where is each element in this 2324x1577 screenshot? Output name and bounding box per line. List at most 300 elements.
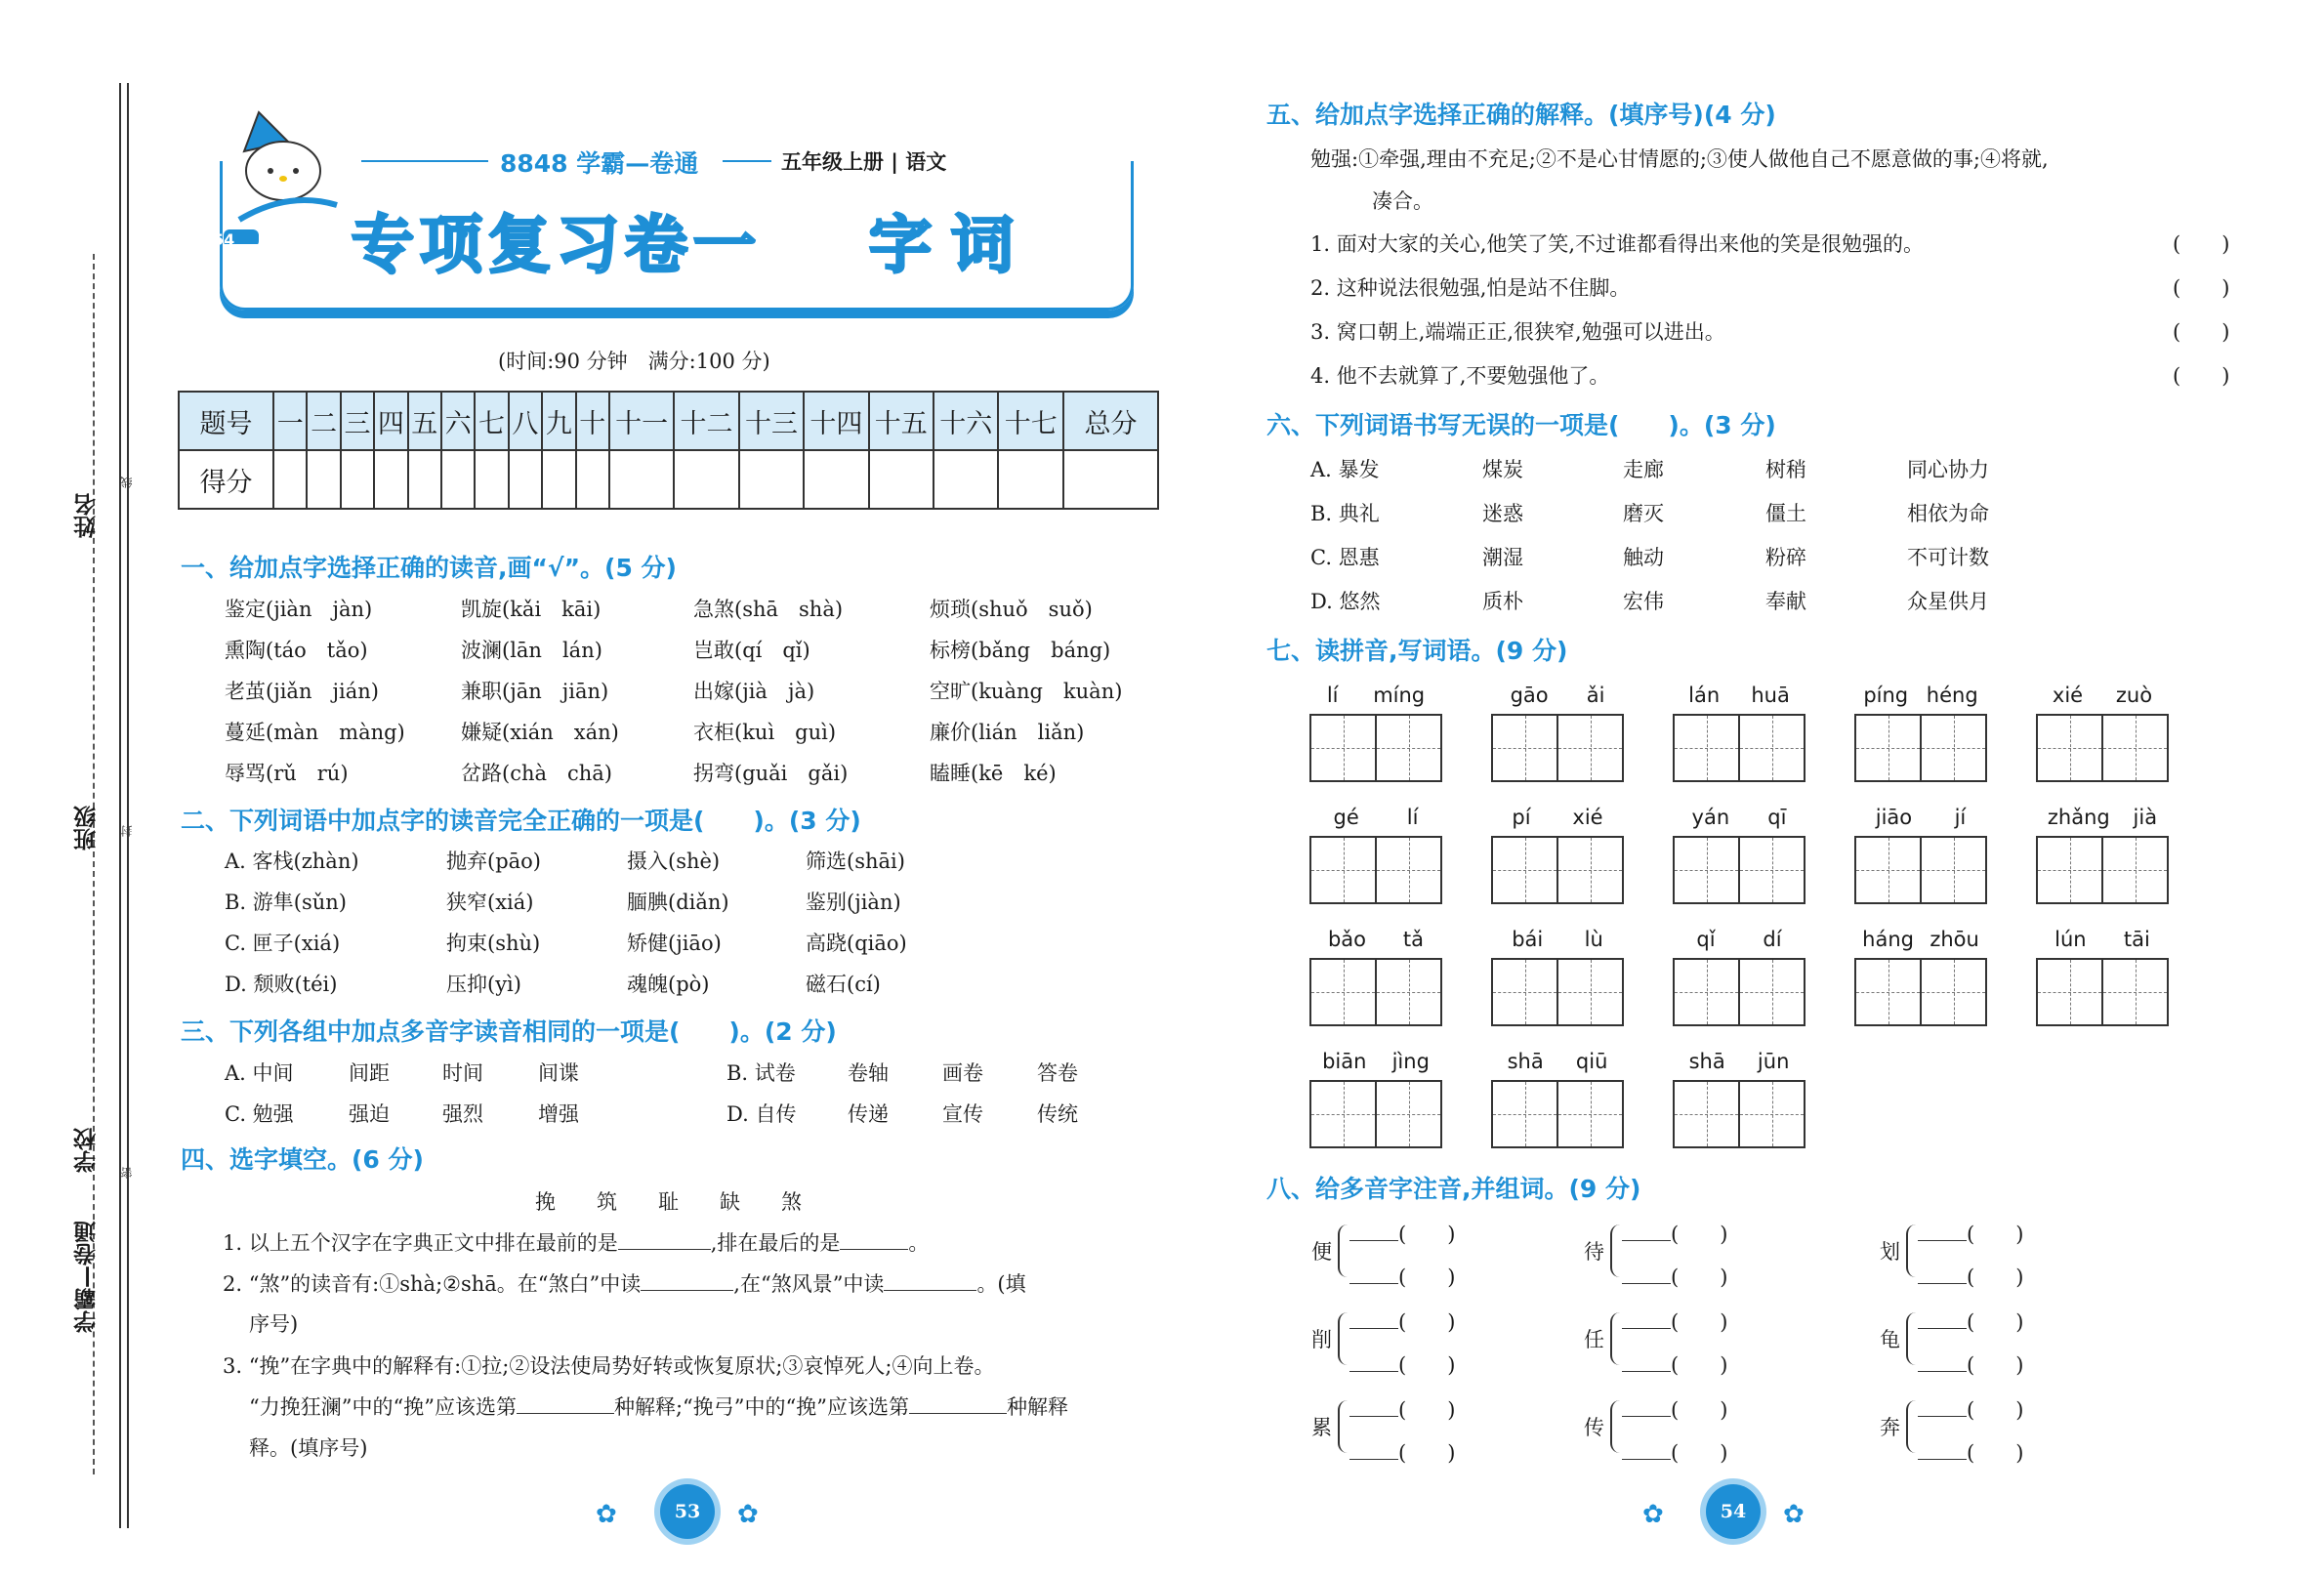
s4-q2 [223, 1268, 1026, 1298]
blank[interactable] [1349, 1459, 1398, 1460]
polyphone-blank[interactable] [1349, 1437, 1455, 1467]
score-header-cell: 五 [408, 392, 441, 450]
score-cell[interactable] [408, 450, 441, 509]
s4-q1 [223, 1227, 929, 1257]
s2-item: 腼腆(diǎn) [627, 891, 729, 914]
s4-q2-text: 。(填 [976, 1272, 1026, 1296]
score-cell[interactable] [576, 450, 609, 509]
score-header-cell: 七 [475, 392, 508, 450]
pinyin [1309, 806, 1442, 829]
answer-paren[interactable]: ( ) [2173, 232, 2230, 256]
s1-item: 拐弯(guǎi gǎi) [693, 762, 849, 785]
s2-item: C. 匣子(xiá) [225, 932, 341, 955]
s1-item: 老茧(jiǎn jián) [225, 680, 379, 703]
polyphone-char: 累 [1311, 1416, 1332, 1439]
blank[interactable] [1622, 1371, 1671, 1372]
pinyin-syllable: biān [1322, 1050, 1367, 1073]
score-header-cell: 十三 [739, 392, 804, 450]
brace [1906, 1312, 1918, 1365]
brand-rule-left [361, 160, 488, 162]
s2-item: 筛选(shāi) [806, 850, 905, 873]
s6-item: D. 悠然 [1310, 590, 1381, 613]
score-cell[interactable] [739, 450, 804, 509]
seal-char-1: 密 [120, 1167, 134, 1179]
blank[interactable] [884, 1290, 976, 1291]
s4-q3-text: 种解释;“挽弓”中的“挽”应该选第 [613, 1395, 909, 1419]
s1-item: 廉价(lián liǎn) [930, 721, 1085, 744]
s1-item: 空旷(kuàng kuàn) [930, 680, 1123, 703]
score-header-cell: 二 [307, 392, 340, 450]
page-title: 专项复习卷一 [352, 210, 762, 282]
answer-paren[interactable]: ( ) [1967, 1310, 2024, 1334]
answer-paren[interactable]: ( ) [1967, 1266, 2024, 1289]
polyphone-char: 划 [1880, 1240, 1900, 1264]
char-grid[interactable] [1673, 714, 1805, 782]
s2-item: A. 客栈(zhàn) [225, 850, 359, 873]
s2-item: 矫健(jiāo) [627, 932, 722, 955]
s6-item: 磨灭 [1623, 502, 1664, 525]
score-header-cell: 四 [374, 392, 407, 450]
answer-paren[interactable]: ( ) [2173, 364, 2230, 388]
blank[interactable] [1349, 1328, 1398, 1329]
brand-vertical: 学霸—卷通 [74, 1221, 100, 1333]
pinyin [2036, 806, 2169, 829]
polyphone-char: 奔 [1880, 1416, 1900, 1439]
page-number-right: 54 [1706, 1484, 1761, 1539]
s1-item: 熏陶(táo tǎo) [225, 639, 368, 662]
pinyin-syllable: zhōu [1930, 928, 1979, 951]
pinyin-syllable: jìng [1391, 1050, 1430, 1073]
pinyin [1491, 806, 1624, 829]
brace [1906, 1224, 1918, 1277]
pinyin-syllable: tāi [2123, 928, 2150, 951]
s1-item: 凯旋(kǎi kāi) [461, 598, 602, 621]
section-7-title: 七、读拼音,写词语。(9 分) [1266, 637, 1568, 665]
s3-item: C. 勉强 [225, 1102, 294, 1126]
blank[interactable] [618, 1249, 711, 1250]
pinyin-syllable: jí [1954, 806, 1967, 829]
pinyin-syllable: xié [1572, 806, 1603, 829]
name-label: 姓名 [74, 493, 100, 538]
pinyin-syllable: lù [1584, 928, 1603, 951]
s6-item: B. 典礼 [1310, 502, 1380, 525]
score-header-cell: 十一 [609, 392, 674, 450]
score-header-cell: 九 [542, 392, 575, 450]
pinyin [1309, 1050, 1442, 1073]
pinyin-syllable: lí [1406, 806, 1419, 829]
pinyin-syllable: lí [1326, 684, 1339, 707]
pinyin-syllable: qǐ [1696, 928, 1716, 951]
pinyin [1309, 928, 1442, 951]
score-header-cell: 十五 [869, 392, 934, 450]
pinyin-syllable: bǎo [1327, 928, 1366, 951]
grade-subject: 五年级上册 | 语文 [781, 150, 947, 174]
s6-item: 迷惑 [1482, 502, 1523, 525]
s5-item: 4. 他不去就算了,不要勉强他了。 [1310, 364, 1610, 388]
answer-paren[interactable]: ( ) [1671, 1310, 1728, 1334]
polyphone-char: 任 [1584, 1328, 1604, 1351]
brand-name: 8848 学霸—卷通 [500, 149, 699, 178]
char-grid[interactable] [1309, 714, 1442, 782]
pinyin-syllable: gé [1333, 806, 1359, 829]
char-grid[interactable] [1673, 958, 1805, 1026]
seal-char-2: 封 [120, 825, 134, 837]
s4-q2-cont: 序号) [249, 1312, 299, 1336]
char-grid[interactable] [1309, 958, 1442, 1026]
s1-item: 波澜(lān lán) [461, 639, 602, 662]
char-grid[interactable] [1854, 836, 1987, 904]
char-grid[interactable] [1854, 714, 1987, 782]
polyphone-blank[interactable] [1918, 1262, 2023, 1291]
s5-item: 3. 窝口朝上,端端正正,很狭窄,勉强可以进出。 [1310, 320, 1725, 344]
brace [1610, 1224, 1622, 1277]
score-cell[interactable] [341, 450, 374, 509]
s1-item: 标榜(bǎng báng) [930, 639, 1111, 662]
score-cell[interactable] [374, 450, 407, 509]
pinyin-syllable: tǎ [1402, 928, 1425, 951]
answer-paren[interactable]: ( ) [2173, 276, 2230, 300]
pinyin [1673, 684, 1805, 707]
answer-paren[interactable]: ( ) [1671, 1353, 1728, 1377]
polyphone-blank[interactable] [1622, 1219, 1727, 1248]
pinyin-syllable: zhǎng [2047, 806, 2110, 829]
blank[interactable] [1918, 1371, 1967, 1372]
s4-chars: 挽 筑 耻 缺 煞 [535, 1190, 802, 1214]
char-grid[interactable] [2036, 958, 2169, 1026]
char-grid[interactable] [1309, 836, 1442, 904]
mascot-icon [220, 107, 356, 244]
char-grid[interactable] [1491, 1080, 1624, 1148]
class-label: 班级 [74, 806, 100, 851]
answer-paren[interactable]: ( ) [1398, 1266, 1456, 1289]
pinyin [1673, 806, 1805, 829]
char-grid[interactable] [1309, 1080, 1442, 1148]
s1-item: 蔓延(màn màng) [225, 721, 405, 744]
pinyin-syllable: yán [1691, 806, 1730, 829]
s5-definition: 勉强:①牵强,理由不充足;②不是心甘情愿的;③使人做他自己不愿意做的事;④将就, [1310, 147, 2049, 171]
s2-item: 磁石(cí) [806, 973, 881, 996]
polyphone-char: 便 [1311, 1240, 1332, 1264]
polyphone-blank[interactable] [1918, 1437, 2023, 1467]
s6-item: 质朴 [1482, 590, 1523, 613]
score-cell[interactable] [509, 450, 542, 509]
score-row-label: 得分 [179, 450, 273, 509]
section-4-title: 四、选字填空。(6 分) [181, 1145, 424, 1174]
s3-item: B. 试卷 [726, 1061, 796, 1085]
s6-item: 潮湿 [1482, 546, 1523, 569]
char-grid[interactable] [1491, 714, 1624, 782]
brace [1338, 1224, 1349, 1277]
score-header-cell: 一 [273, 392, 307, 450]
s1-item: 衣柜(kuì guì) [693, 721, 837, 744]
s5-definition-cont: 凑合。 [1372, 189, 1433, 213]
margin-line-inner [127, 83, 129, 1528]
section-5-title: 五、给加点字选择正确的解释。(填序号)(4 分) [1266, 101, 1776, 129]
score-header-cell: 题号 [179, 392, 273, 450]
char-grid[interactable] [1491, 836, 1624, 904]
score-cell[interactable] [804, 450, 868, 509]
char-grid[interactable] [1491, 958, 1624, 1026]
polyphone-blank[interactable] [1622, 1262, 1727, 1291]
s3-item: A. 中间 [225, 1061, 294, 1085]
pinyin-syllable: shā [1507, 1050, 1544, 1073]
pinyin-syllable: míng [1373, 684, 1426, 707]
brace [1610, 1400, 1622, 1453]
s4-q3-line2 [249, 1391, 1068, 1421]
s4-q3-text: 种解释 [1006, 1395, 1068, 1419]
leaf-icon: ✿ [1783, 1500, 1805, 1529]
blank[interactable] [1918, 1283, 1967, 1284]
s4-q3-line3: 释。(填序号) [249, 1436, 368, 1460]
s1-item: 瞌睡(kē ké) [930, 762, 1057, 785]
blank[interactable] [840, 1249, 908, 1250]
score-cell[interactable] [273, 450, 307, 509]
pinyin [1491, 684, 1624, 707]
char-grid[interactable] [2036, 836, 2169, 904]
char-grid[interactable] [1854, 958, 1987, 1026]
score-header-cell: 三 [341, 392, 374, 450]
s3-item: 传统 [1037, 1102, 1078, 1126]
blank[interactable] [1918, 1416, 1967, 1417]
s2-item: 魂魄(pò) [627, 973, 710, 996]
s4-q1-text: ,排在最后的是 [710, 1231, 841, 1255]
pinyin [1673, 1050, 1805, 1073]
s6-item: 奉献 [1765, 590, 1806, 613]
s4-q1-text: 1. 以上五个汉字在字典正文中排在最前的是 [223, 1231, 618, 1255]
s1-item: 岔路(chà chā) [461, 762, 612, 785]
blank[interactable] [641, 1290, 733, 1291]
polyphone-blank[interactable] [1349, 1394, 1455, 1424]
polyphone-blank[interactable] [1349, 1349, 1455, 1379]
blank[interactable] [1622, 1328, 1671, 1329]
s2-item: 抛弃(pāo) [446, 850, 541, 873]
polyphone-blank[interactable] [1349, 1219, 1455, 1248]
answer-paren[interactable]: ( ) [1671, 1441, 1728, 1465]
s3-item: 间距 [349, 1061, 390, 1085]
section-6-title: 六、下列词语书写无误的一项是( )。(3 分) [1266, 411, 1776, 439]
s1-item: 鉴定(jiàn jàn) [225, 598, 373, 621]
pinyin-syllable: xié [2052, 684, 2084, 707]
blank[interactable] [1622, 1283, 1671, 1284]
brace [1610, 1312, 1622, 1365]
pinyin-syllable: jūn [1757, 1050, 1790, 1073]
s1-item: 辱骂(rǔ rú) [225, 762, 349, 785]
pinyin-syllable: qiū [1575, 1050, 1608, 1073]
pinyin-syllable: gāo [1510, 684, 1549, 707]
s2-item: 摄入(shè) [627, 850, 721, 873]
s4-q2-text: ,在“煞风景”中读 [733, 1272, 885, 1296]
score-header-cell: 十七 [998, 392, 1063, 450]
s6-item: 同心协力 [1907, 458, 1989, 481]
answer-paren[interactable]: ( ) [1398, 1441, 1456, 1465]
pinyin [1309, 684, 1442, 707]
score-cell[interactable] [674, 450, 738, 509]
polyphone-blank[interactable] [1622, 1349, 1727, 1379]
s3-item: 画卷 [942, 1061, 983, 1085]
pinyin-syllable: pí [1512, 806, 1531, 829]
polyphone-char: 传 [1584, 1416, 1604, 1439]
s6-item: 宏伟 [1623, 590, 1664, 613]
score-cell[interactable] [542, 450, 575, 509]
polyphone-blank[interactable] [1349, 1262, 1455, 1291]
answer-paren[interactable]: ( ) [1967, 1441, 2024, 1465]
answer-paren[interactable]: ( ) [2173, 320, 2230, 344]
pinyin-syllable: qī [1767, 806, 1787, 829]
brand-rule-right [723, 160, 771, 162]
score-cell[interactable] [307, 450, 340, 509]
s1-item: 岂敢(qí qǐ) [693, 639, 810, 662]
s5-item: 1. 面对大家的关心,他笑了笑,不过谁都看得出来他的笑是很勉强的。 [1310, 232, 1925, 256]
s1-item: 急煞(shā shà) [693, 598, 844, 621]
s2-item: B. 游隼(sǔn) [225, 891, 347, 914]
s2-item: 鉴别(jiàn) [806, 891, 901, 914]
leaf-icon: ✿ [737, 1500, 759, 1529]
blank[interactable] [1349, 1240, 1398, 1241]
s6-item: 走廊 [1623, 458, 1664, 481]
s4-q3: 3. “挽”在字典中的解释有:①拉;②设法使局势好转或恢复原状;③哀悼死人;④向上卷。 [223, 1354, 995, 1378]
blank[interactable] [1918, 1459, 1967, 1460]
pinyin-syllable: bái [1512, 928, 1544, 951]
score-cell[interactable] [475, 450, 508, 509]
pinyin-syllable: jiāo [1875, 806, 1913, 829]
score-cell[interactable] [609, 450, 674, 509]
blank[interactable] [909, 1413, 1007, 1414]
blank[interactable] [1349, 1283, 1398, 1284]
pinyin-syllable: zuò [2115, 684, 2153, 707]
s1-item: 出嫁(jià jà) [693, 680, 815, 703]
pinyin-syllable: lán [1688, 684, 1721, 707]
score-header-cell: 十 [576, 392, 609, 450]
s3-item: D. 自传 [726, 1102, 797, 1126]
score-cell[interactable] [998, 450, 1063, 509]
pinyin-syllable: lún [2054, 928, 2087, 951]
polyphone-blank[interactable] [1918, 1219, 2023, 1248]
margin-line [119, 83, 121, 1528]
s6-item: C. 恩惠 [1310, 546, 1380, 569]
s6-item: 触动 [1623, 546, 1664, 569]
leaf-icon: ✿ [596, 1500, 617, 1529]
s6-item: 僵土 [1765, 502, 1806, 525]
pinyin-syllable: jià [2133, 806, 2158, 829]
polyphone-blank[interactable] [1918, 1307, 2023, 1336]
answer-paren[interactable]: ( ) [1671, 1266, 1728, 1289]
answer-paren[interactable]: ( ) [1398, 1398, 1456, 1422]
char-grid[interactable] [1673, 1080, 1805, 1148]
s3-item: 间谍 [538, 1061, 579, 1085]
answer-paren[interactable]: ( ) [1398, 1310, 1456, 1334]
s5-item: 2. 这种说法很勉强,怕是站不住脚。 [1310, 276, 1631, 300]
s2-item: 拘束(shù) [446, 932, 541, 955]
polyphone-char: 削 [1311, 1328, 1332, 1351]
polyphone-char: 龟 [1880, 1328, 1900, 1351]
score-table-row [179, 450, 1158, 509]
blank[interactable] [517, 1413, 614, 1414]
pinyin [1491, 928, 1624, 951]
polyphone-blank[interactable] [1349, 1307, 1455, 1336]
pinyin-syllable: píng [1863, 684, 1909, 707]
s3-item: 卷轴 [848, 1061, 889, 1085]
school-label: 学校 [74, 1128, 100, 1173]
badge-number: 54 [213, 230, 235, 249]
polyphone-blank[interactable] [1622, 1394, 1727, 1424]
answer-paren[interactable]: ( ) [1671, 1223, 1728, 1246]
s3-item: 强迫 [349, 1102, 390, 1126]
s6-item: 众星供月 [1907, 590, 1989, 613]
s3-item: 强烈 [442, 1102, 483, 1126]
score-cell[interactable] [869, 450, 934, 509]
pinyin-syllable: háng [1862, 928, 1914, 951]
blank[interactable] [1918, 1328, 1967, 1329]
blank[interactable] [1622, 1416, 1671, 1417]
score-cell[interactable] [441, 450, 475, 509]
s2-item: 压抑(yì) [446, 973, 521, 996]
polyphone-blank[interactable] [1622, 1437, 1727, 1467]
pinyin-syllable: héng [1926, 684, 1978, 707]
score-header-cell: 六 [441, 392, 475, 450]
s2-item: D. 颓败(téi) [225, 973, 338, 996]
score-cell[interactable] [1063, 450, 1158, 509]
score-header-cell: 总分 [1063, 392, 1158, 450]
answer-paren[interactable]: ( ) [1967, 1223, 2024, 1246]
blank[interactable] [1622, 1459, 1671, 1460]
s3-item: 答卷 [1037, 1061, 1078, 1085]
pinyin-syllable: huā [1751, 684, 1790, 707]
time-info: (时间:90 分钟 满分:100 分) [498, 350, 770, 373]
page-number-left: 53 [660, 1484, 715, 1539]
s3-item: 传递 [848, 1102, 889, 1126]
blank[interactable] [1622, 1240, 1671, 1241]
s1-item: 兼职(jān jiān) [461, 680, 609, 703]
pinyin [1491, 1050, 1624, 1073]
score-cell[interactable] [934, 450, 998, 509]
answer-paren[interactable]: ( ) [1671, 1398, 1728, 1422]
answer-paren[interactable]: ( ) [1967, 1398, 2024, 1422]
char-grid[interactable] [2036, 714, 2169, 782]
s3-item: 宣传 [942, 1102, 983, 1126]
section-3-title: 三、下列各组中加点多音字读音相同的一项是( )。(2 分) [181, 1017, 837, 1046]
answer-paren[interactable]: ( ) [1967, 1353, 2024, 1377]
s3-item: 时间 [442, 1061, 483, 1085]
blank[interactable] [1349, 1416, 1398, 1417]
s6-item: 树稍 [1765, 458, 1806, 481]
char-grid[interactable] [1673, 836, 1805, 904]
title-line [352, 195, 1033, 285]
polyphone-blank[interactable] [1918, 1349, 2023, 1379]
polyphone-blank[interactable] [1622, 1307, 1727, 1336]
answer-paren[interactable]: ( ) [1398, 1353, 1456, 1377]
pinyin-syllable: dí [1763, 928, 1782, 951]
page-subtitle: 字词 [869, 210, 1033, 282]
s2-item: 高跷(qiāo) [806, 932, 907, 955]
s1-item: 烦琐(shuǒ suǒ) [930, 598, 1093, 621]
s6-item: 相依为命 [1907, 502, 1989, 525]
pinyin [1854, 928, 1987, 951]
pinyin [1854, 806, 1987, 829]
blank[interactable] [1349, 1371, 1398, 1372]
blank[interactable] [1918, 1240, 1967, 1241]
pinyin-syllable: shā [1688, 1050, 1725, 1073]
score-table [178, 391, 1159, 510]
s2-item: 狭窄(xiá) [446, 891, 534, 914]
brace [1338, 1312, 1349, 1365]
section-1-title: 一、给加点字选择正确的读音,画“√”。(5 分) [181, 554, 677, 582]
s4-q2-text: 2. “煞”的读音有:①shà;②shā。在“煞白”中读 [223, 1272, 642, 1296]
polyphone-blank[interactable] [1918, 1394, 2023, 1424]
score-header-cell: 十六 [934, 392, 998, 450]
s3-item: 增强 [538, 1102, 579, 1126]
pinyin [2036, 684, 2169, 707]
answer-paren[interactable]: ( ) [1398, 1223, 1456, 1246]
